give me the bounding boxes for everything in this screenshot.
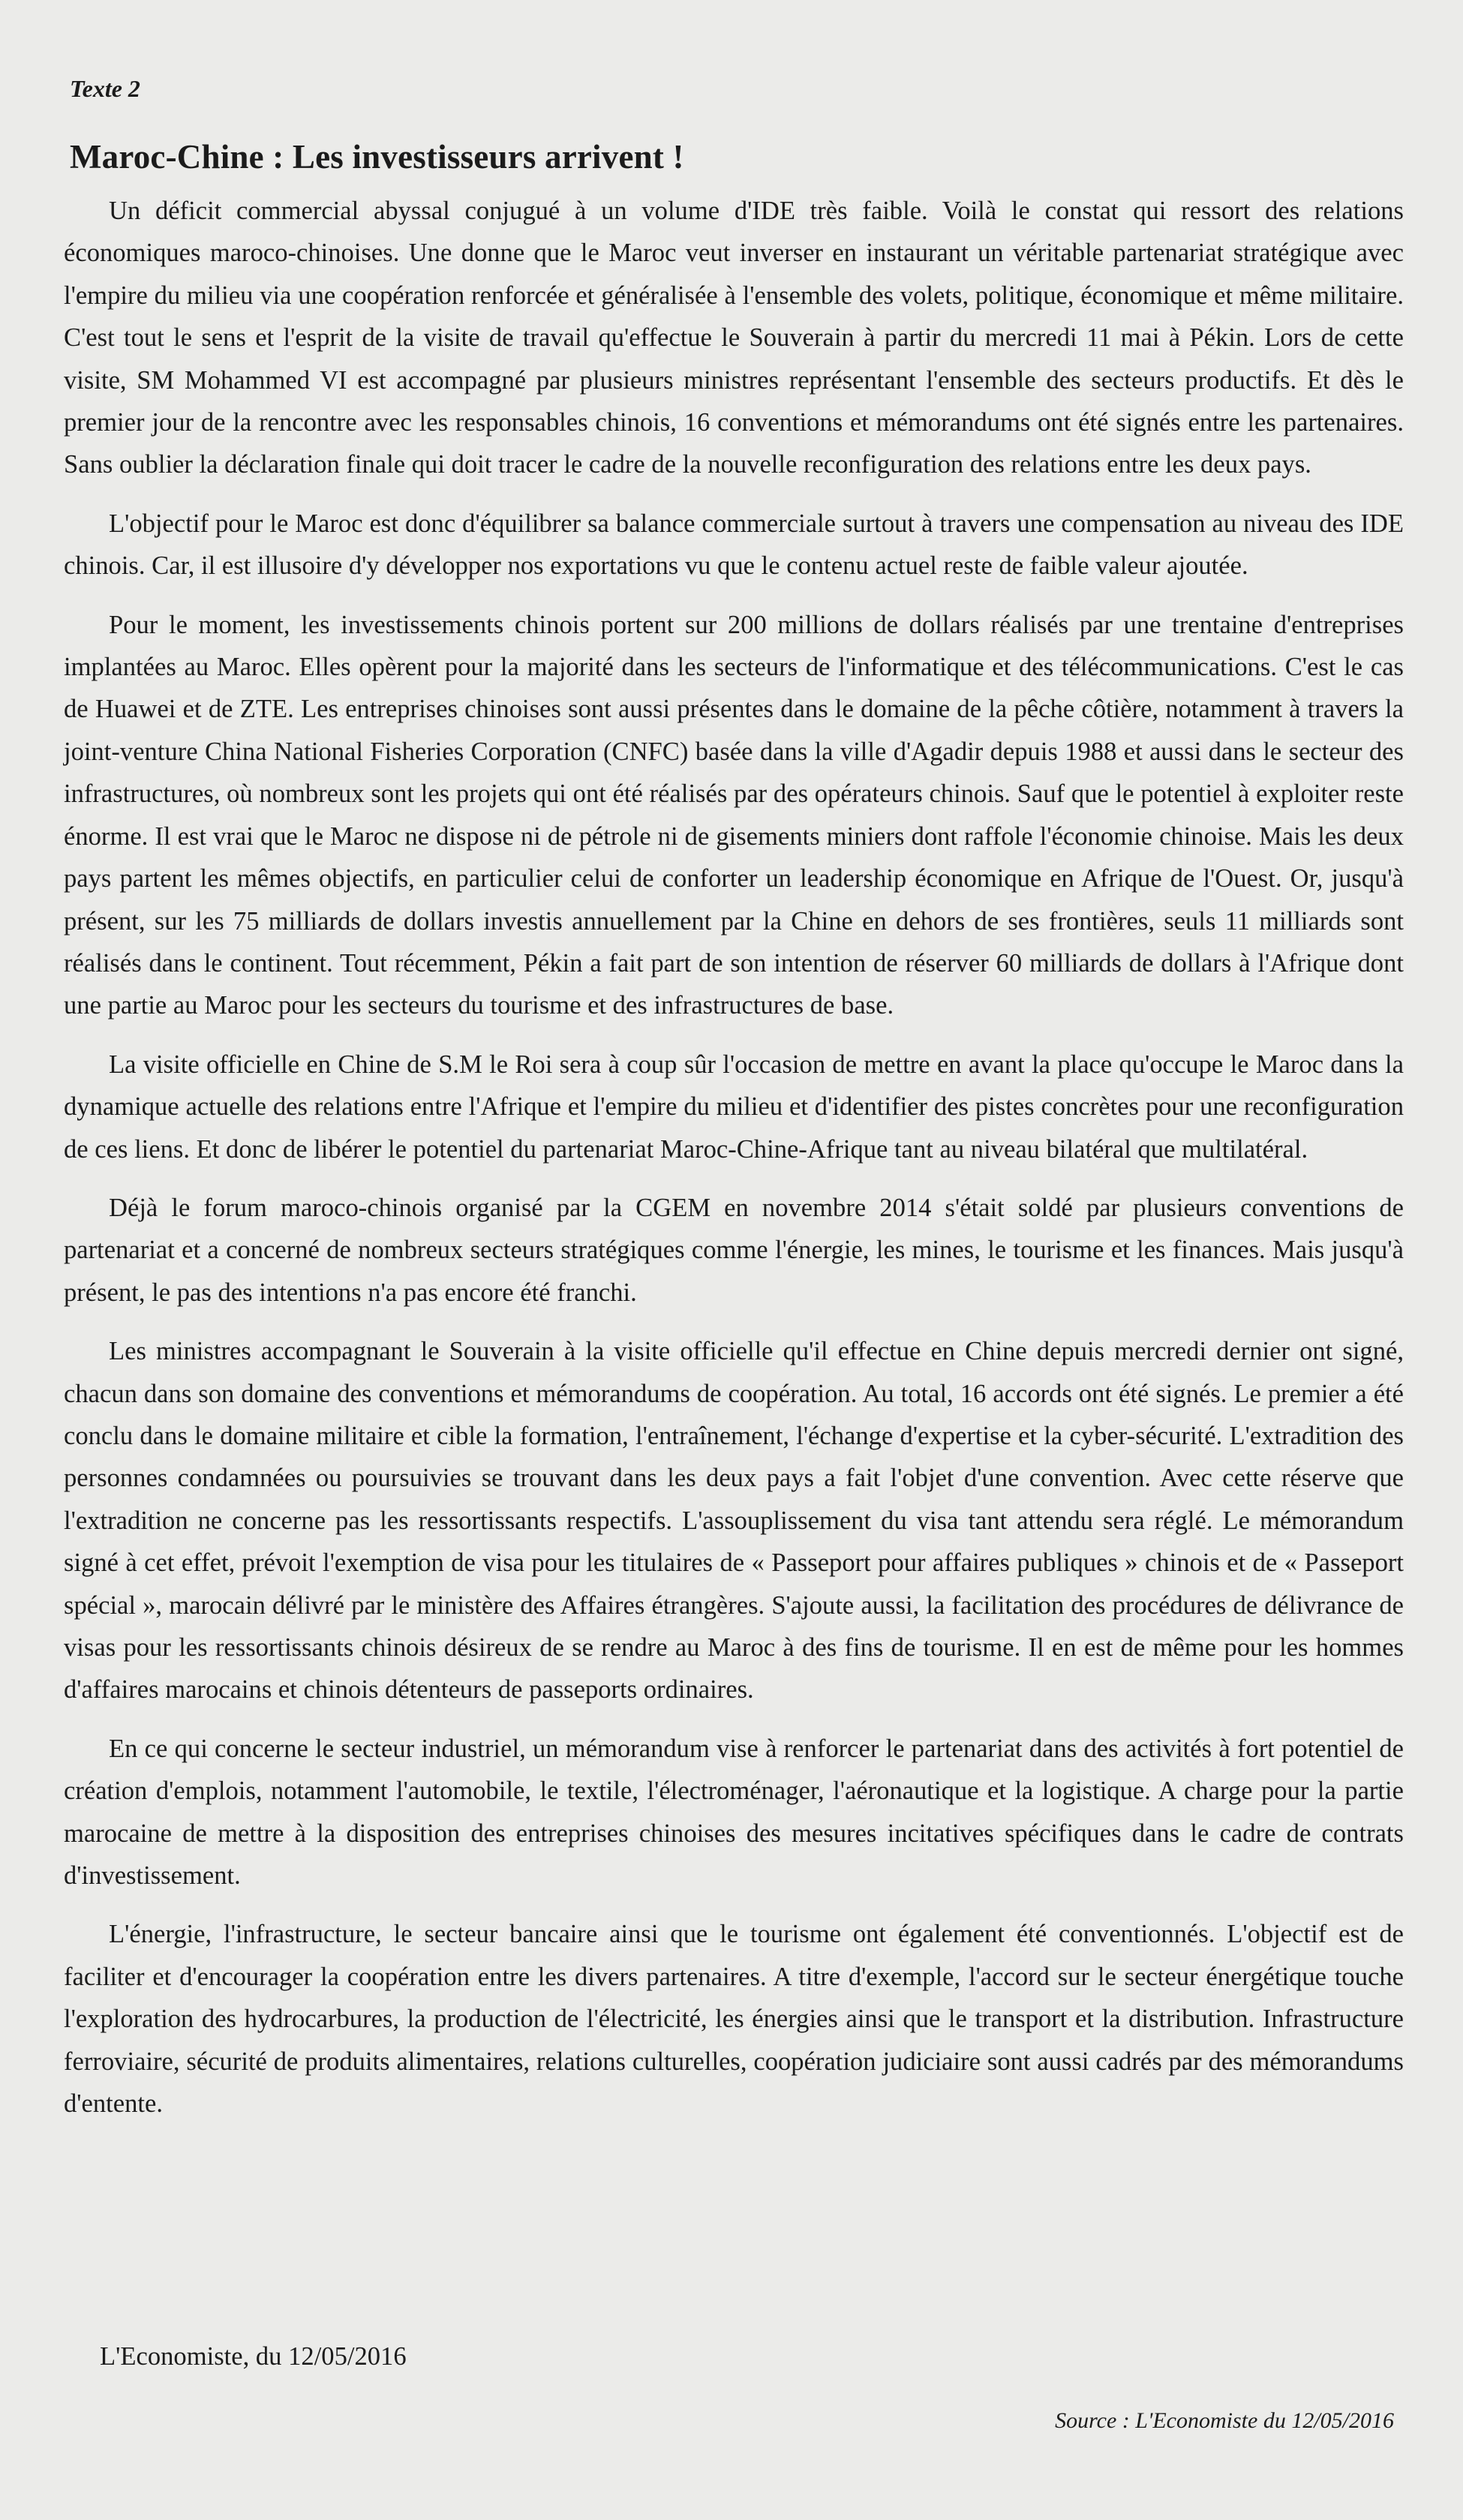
source-citation: Source : L'Economiste du 12/05/2016	[1055, 2408, 1394, 2433]
article-paragraph: Déjà le forum maroco-chinois organisé par la CGEM en novembre 2014 s'était soldé par plusieurs conventions de partenariat et a concerné de nombreux secteurs stratégiques comme l'énergie, les mines, le tourisme et les finances. Mais jusqu'à présent, le pas des intentions n'a pas encore été franchi.	[64, 1193, 1404, 1307]
article-paragraph: Un déficit commercial abyssal conjugué à un volume d'IDE très faible. Voilà le constat qui ressort des relations économiques maroco-chinoises. Une donne que le Maroc veut inverser en instaurant un véritable partenariat stratégique avec l'empire du milieu via une coopération renforcée et généralisée à l'ensemble des volets, politique, économique et même militaire. C'est tout le sens et l'esprit de la visite de travail qu'effectue le Souverain à partir du mercredi 11 mai à Pékin. Lors de cette visite, SM Mohammed VI est accompagné par plusieurs ministres représentant l'ensemble des secteurs productifs. Et dès le premier jour de la rencontre avec les responsables chinois, 16 conventions et mémorandums ont été signés entre les partenaires. Sans oublier la déclaration finale qui doit tracer le cadre de la nouvelle reconfiguration des relations entre les deux pays.	[64, 197, 1404, 479]
document-label: Texte 2	[70, 75, 140, 102]
article-signature: L'Economiste, du 12/05/2016	[100, 2342, 407, 2371]
article-paragraph: L'objectif pour le Maroc est donc d'équilibrer sa balance commerciale surtout à travers une compensation au niveau des IDE chinois. Car, il est illusoire d'y développer nos exportations vu que le contenu actuel reste de faible valeur ajoutée.	[64, 509, 1404, 581]
article-title: Maroc-Chine : Les investisseurs arrivent !	[70, 138, 684, 176]
article-paragraph: La visite officielle en Chine de S.M le Roi sera à coup sûr l'occasion de mettre en avant la place qu'occupe le Maroc dans la dynamique actuelle des relations entre l'Afrique et l'empire du milieu et d'identifier des pistes concrètes pour une reconfiguration de ces liens. Et donc de libérer le potentiel du partenariat Maroc-Chine-Afrique tant au niveau bilatéral que multilatéral.	[64, 1050, 1404, 1164]
article-paragraph: Pour le moment, les investissements chinois portent sur 200 millions de dollars réalisés par une trentaine d'entreprises implantées au Maroc. Elles opèrent pour la majorité dans les secteurs de l'informatique et des télécommunications. C'est le cas de Huawei et de ZTE. Les entreprises chinoises sont aussi présentes dans le domaine de la pêche côtière, notamment à travers la joint-venture China National Fisheries Corporation (CNFC) basée dans la ville d'Agadir depuis 1988 et aussi dans le secteur des infrastructures, où nombreux sont les projets qui ont été réalisés par des opérateurs chinois. Sauf que le potentiel à exploiter reste énorme. Il est vrai que le Maroc ne dispose ni de pétrole ni de gisements miniers dont raffole l'économie chinoise. Mais les deux pays partent les mêmes objectifs, en particulier celui de conforter un leadership économique en Afrique de l'Ouest. Or, jusqu'à présent, sur les 75 milliards de dollars investis annuellement par la Chine en dehors de ses frontières, seuls 11 milliards sont réalisés dans le continent. Tout récemment, Pékin a fait part de son intention de réserver 60 milliards de dollars à l'Afrique dont une partie au Maroc pour les secteurs du tourisme et des infrastructures de base.	[64, 610, 1404, 1020]
article-body	[64, 190, 1404, 2141]
article-paragraph: L'énergie, l'infrastructure, le secteur bancaire ainsi que le tourisme ont également été conventionnés. L'objectif est de faciliter et d'encourager la coopération entre les divers partenaires. A titre d'exemple, l'accord sur le secteur énergétique touche l'exploration des hydrocarbures, la production de l'électricité, les énergies ainsi que le transport et la distribution. Infrastructure ferroviaire, sécurité de produits alimentaires, relations culturelles, coopération judiciaire sont aussi cadrés par des mémorandums d'entente.	[64, 1920, 1404, 2119]
article-paragraph: Les ministres accompagnant le Souverain à la visite officielle qu'il effectue en Chine depuis mercredi dernier ont signé, chacun dans son domaine des conventions et mémorandums de coopération. Au total, 16 accords ont été signés. Le premier a été conclu dans le domaine militaire et cible la formation, l'entraînement, l'échange d'expertise et la cyber-sécurité. L'extradition des personnes condamnées ou poursuivies se trouvant dans les deux pays a fait l'objet d'une convention. Avec cette réserve que l'extradition ne concerne pas les ressortissants respectifs. L'assouplissement du visa tant attendu sera réglé. Le mémorandum signé à cet effet, prévoit l'exemption de visa pour les titulaires de « Passeport pour affaires publiques » chinois et de « Passeport spécial », marocain délivré par le ministère des Affaires étrangères. S'ajoute aussi, la facilitation des procédures de délivrance de visas pour les ressortissants chinois désireux de se rendre au Maroc à des fins de tourisme. Il en est de même pour les hommes d'affaires marocains et chinois détenteurs de passeports ordinaires.	[64, 1337, 1404, 1705]
article-paragraph: En ce qui concerne le secteur industriel, un mémorandum vise à renforcer le partenariat dans des activités à fort potentiel de création d'emplois, notamment l'automobile, le textile, l'électroménager, l'aéronautique et la logistique. A charge pour la partie marocaine de mettre à la disposition des entreprises chinoises des mesures incitatives spécifiques dans le cadre de contrats d'investissement.	[64, 1734, 1404, 1891]
